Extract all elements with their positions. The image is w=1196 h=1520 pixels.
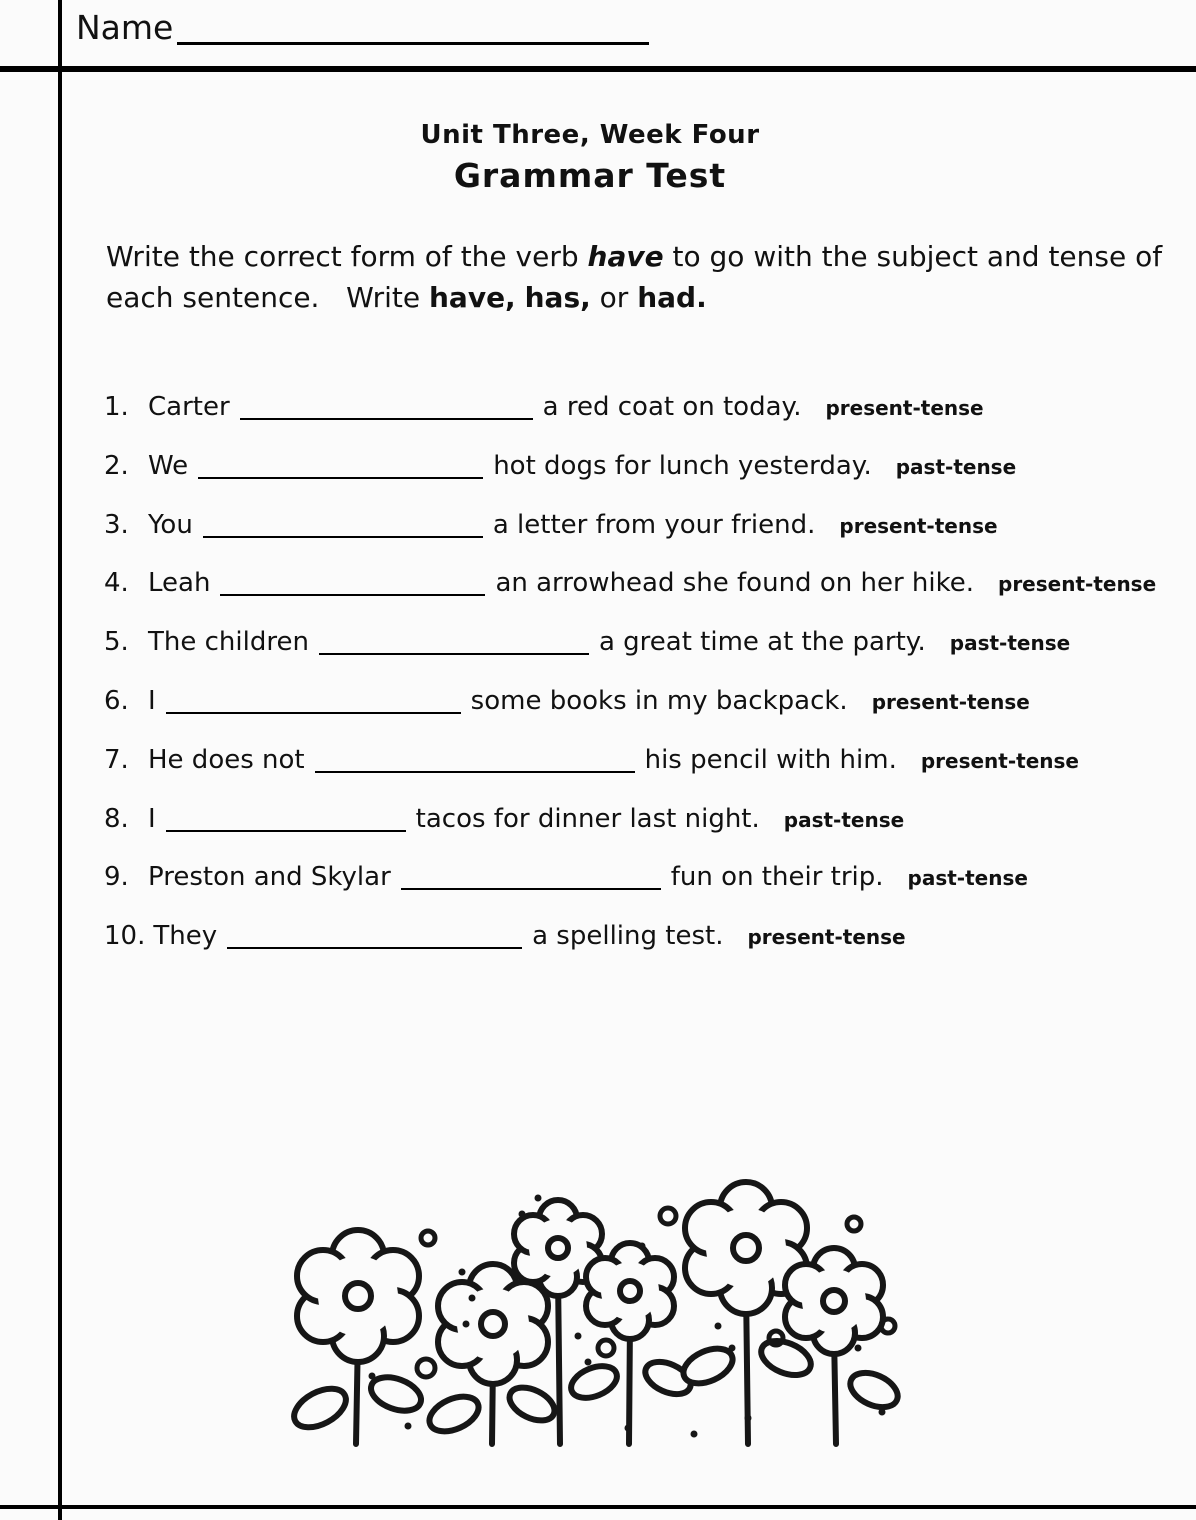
tense-label: past-tense	[907, 866, 1028, 891]
question-number: 4.	[104, 568, 129, 599]
question-post-text: an arrowhead she found on her hike.	[495, 568, 974, 599]
flower-1	[297, 1230, 419, 1362]
answer-blank[interactable]	[166, 712, 461, 714]
question-post-text: a letter from your friend.	[492, 509, 816, 540]
question-row-2	[104, 451, 1189, 510]
flower-doodles-illustration	[276, 1176, 916, 1448]
tense-label: past-tense	[949, 631, 1071, 656]
question-pre-text: I	[148, 803, 156, 834]
tense-label: past-tense	[783, 807, 905, 832]
tense-label: present-tense	[839, 513, 998, 538]
question-number: 8.	[104, 803, 129, 834]
question-pre-text: Carter	[148, 392, 230, 422]
answer-blank[interactable]	[166, 830, 406, 832]
flower-4	[586, 1243, 674, 1339]
answer-blank[interactable]	[240, 418, 533, 420]
page-title: Grammar Test	[453, 156, 727, 195]
question-post-text: a great time at the party.	[598, 627, 926, 658]
answer-blank[interactable]	[319, 653, 589, 655]
question-pre-text: We	[148, 450, 189, 481]
answer-blank[interactable]	[227, 947, 522, 949]
question-pre-text: You	[148, 509, 193, 540]
question-row-8	[104, 804, 1189, 863]
name-label: Name	[76, 8, 174, 47]
verb-have-italic: have	[587, 240, 664, 273]
question-number: 9.	[104, 862, 129, 893]
tense-label: present-tense	[920, 748, 1079, 773]
answer-blank[interactable]	[203, 536, 483, 538]
question-pre-text: Leah	[148, 568, 211, 599]
tense-label: present-tense	[998, 572, 1157, 597]
unit-subtitle: Unit Three, Week Four	[420, 120, 760, 150]
question-post-text: a red coat on today.	[542, 392, 802, 422]
question-post-text: his pencil with him.	[644, 744, 897, 775]
question-row-10	[104, 921, 1189, 980]
name-header	[76, 8, 649, 47]
question-number: 6.	[104, 685, 129, 716]
question-pre-text: Preston and Skylar	[148, 862, 391, 893]
question-pre-text: I	[148, 685, 156, 716]
question-row-5	[104, 627, 1189, 686]
question-number: 2.	[104, 450, 129, 481]
title-block	[0, 120, 1180, 195]
question-post-text: some books in my backpack.	[470, 685, 848, 716]
answer-blank[interactable]	[198, 477, 483, 479]
name-blank[interactable]	[177, 42, 649, 45]
question-number: 1.	[104, 392, 129, 422]
instruction-line-2: each sentence. Write have, has, or had.	[106, 281, 707, 314]
question-post-text: tacos for dinner last night.	[415, 803, 760, 834]
question-post-text: fun on their trip.	[670, 862, 884, 893]
answer-blank[interactable]	[315, 771, 635, 773]
question-row-9	[104, 862, 1189, 921]
tense-label: past-tense	[895, 454, 1017, 479]
question-list	[104, 392, 1189, 980]
question-pre-text: The children	[148, 627, 309, 658]
question-row-3	[104, 510, 1189, 569]
footer-rule	[0, 1505, 1196, 1509]
question-row-6	[104, 686, 1189, 745]
question-row-4	[104, 568, 1189, 627]
answer-blank[interactable]	[220, 594, 485, 596]
question-number: 7.	[104, 744, 129, 775]
tense-label: present-tense	[747, 925, 906, 950]
question-pre-text: They	[153, 921, 218, 952]
question-post-text: hot dogs for lunch yesterday.	[493, 450, 872, 481]
question-number: 10.	[104, 921, 146, 952]
question-pre-text: He does not	[148, 744, 305, 775]
instruction-line-1: Write the correct form of the verb have to go with the subject and tense of	[106, 240, 1163, 273]
header-divider-rule	[0, 66, 1196, 72]
question-number: 5.	[104, 627, 129, 658]
answer-blank[interactable]	[401, 888, 661, 890]
tense-label: present-tense	[871, 689, 1030, 714]
left-margin-rule	[58, 0, 62, 1520]
question-row-7	[104, 745, 1189, 804]
flower-6	[785, 1248, 883, 1354]
instructions	[106, 236, 1163, 318]
question-number: 3.	[104, 509, 129, 540]
question-row-1	[104, 392, 1189, 451]
question-post-text: a spelling test.	[532, 921, 724, 952]
tense-label: present-tense	[825, 396, 984, 420]
